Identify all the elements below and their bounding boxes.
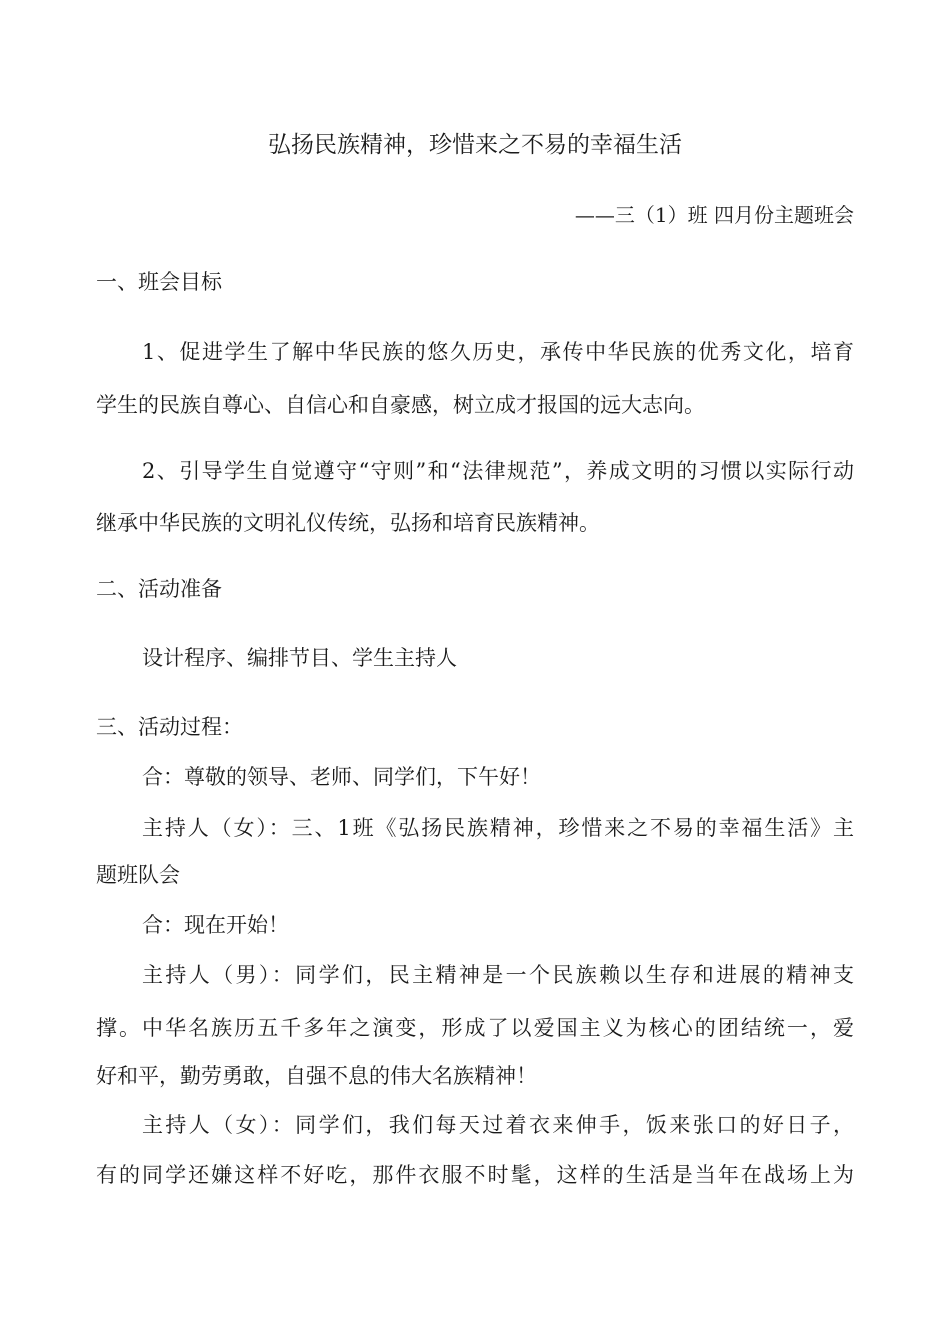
- section-heading: 三、活动过程：: [96, 715, 243, 739]
- paragraph-line: 学生的民族自尊心、自信心和自豪感，树立成才报国的远大志向。: [96, 393, 705, 417]
- paragraph-line: 2、引导学生自觉遵守“守则”和“法律规范”，养成文明的习惯以实际行动: [142, 459, 854, 483]
- section-heading: 一、班会目标: [96, 270, 222, 294]
- paragraph-line: 合：尊敬的领导、老师、同学们，下午好！: [142, 765, 541, 789]
- paragraph-line: 1、促进学生了解中华民族的悠久历史，承传中华民族的优秀文化，培育: [142, 340, 854, 364]
- paragraph-line: 题班队会: [96, 863, 180, 887]
- document-title: 弘扬民族精神，珍惜来之不易的幸福生活: [268, 132, 682, 158]
- paragraph-line: 设计程序、编排节目、学生主持人: [142, 646, 457, 670]
- section-heading: 二、活动准备: [96, 577, 222, 601]
- paragraph-line: 继承中华民族的文明礼仪传统，弘扬和培育民族精神。: [96, 511, 600, 535]
- paragraph-line: 有的同学还嫌这样不好吃，那件衣服不时髦，这样的生活是当年在战场上为: [96, 1163, 854, 1187]
- paragraph-line: 撑。中华名族历五千多年之演变，形成了以爱国主义为核心的团结统一，爱: [96, 1016, 854, 1040]
- paragraph-line: 主持人（女）：同学们，我们每天过着衣来伸手，饭来张口的好日子，: [142, 1113, 854, 1137]
- document-subtitle: ——三（1）班 四月份主题班会: [574, 203, 854, 227]
- paragraph-line: 主持人（女）：三、1班《弘扬民族精神，珍惜来之不易的幸福生活》主: [142, 816, 854, 840]
- paragraph-line: 主持人（男）：同学们，民主精神是一个民族赖以生存和进展的精神支: [142, 963, 854, 987]
- paragraph-line: 好和平，勤劳勇敢，自强不息的伟大名族精神！: [96, 1064, 537, 1088]
- paragraph-line: 合：现在开始！: [142, 913, 289, 937]
